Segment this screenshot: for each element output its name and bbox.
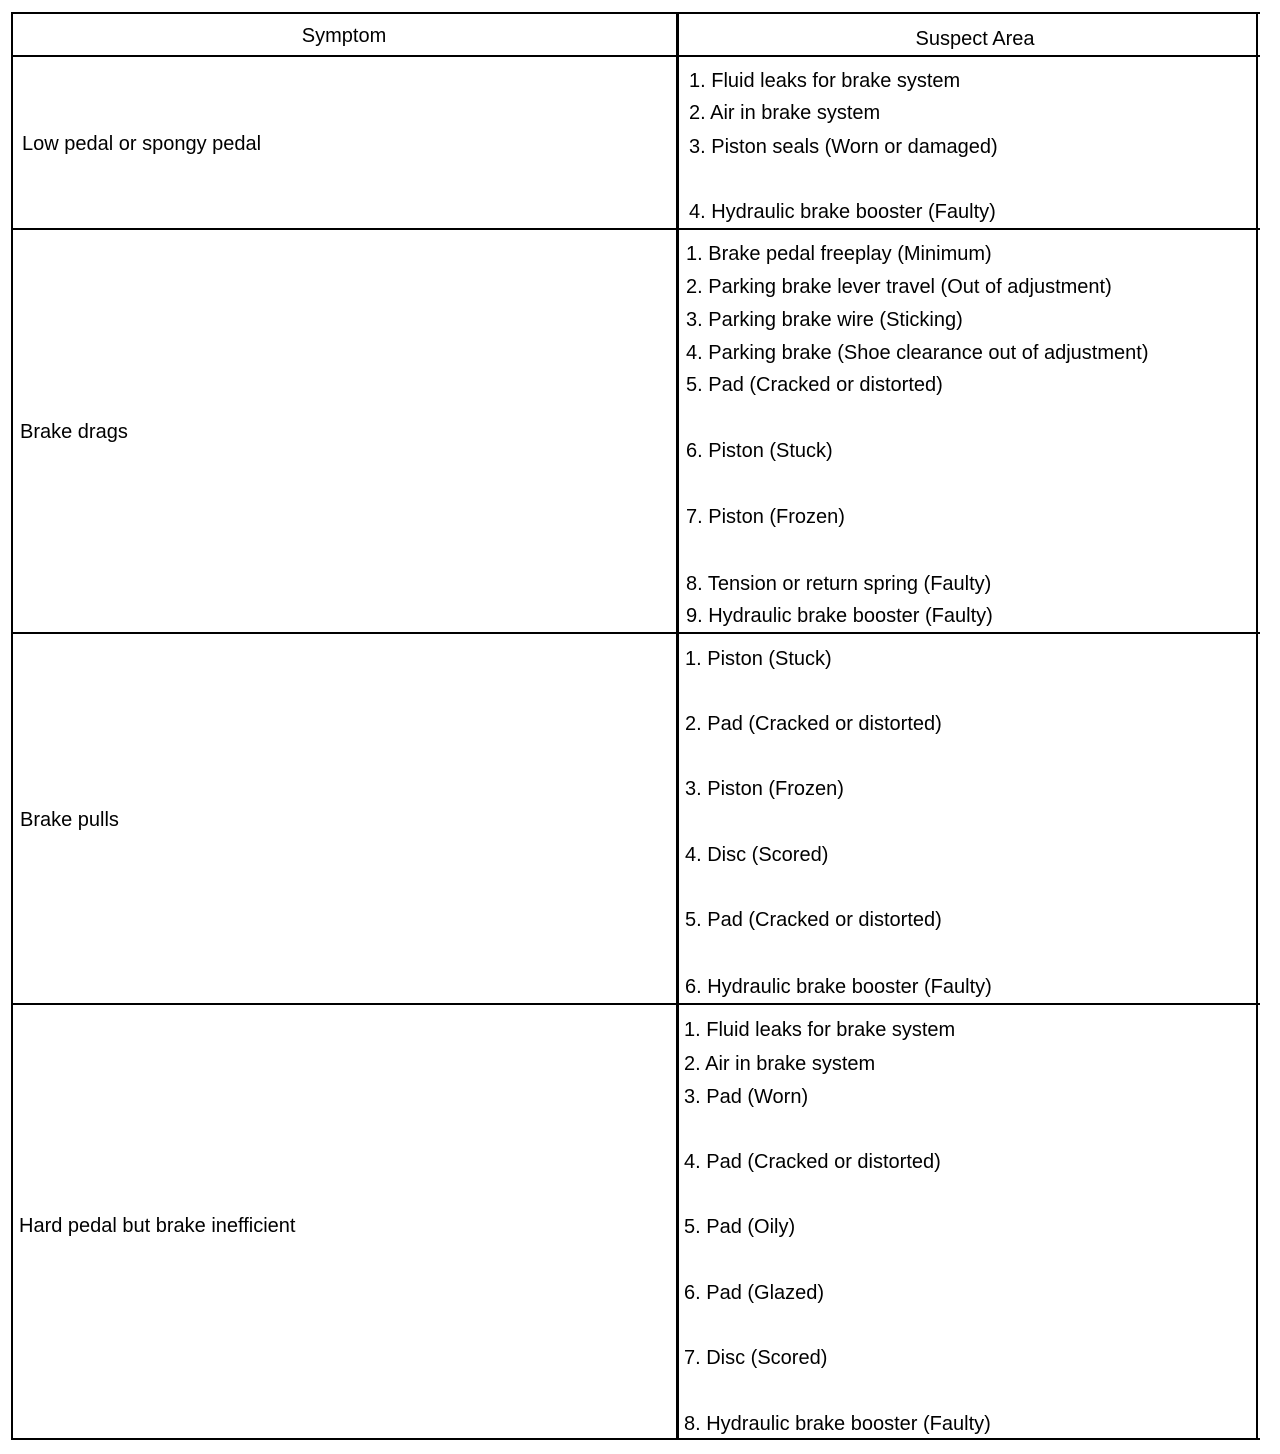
list-item: 1. Brake pedal freeplay (Minimum) — [686, 243, 992, 265]
header-bottom-rule — [11, 55, 1260, 57]
list-item: 3. Piston (Frozen) — [685, 778, 844, 800]
list-item: 4. Parking brake (Shoe clearance out of adjustment) — [686, 342, 1149, 364]
list-item: 9. Hydraulic brake booster (Faulty) — [686, 605, 993, 627]
table-border-right — [1256, 12, 1258, 1440]
list-item: 5. Pad (Oily) — [684, 1216, 796, 1238]
list-item: 8. Tension or return spring (Faulty) — [686, 573, 992, 595]
symptom-brake-pulls: Brake pulls — [20, 809, 119, 831]
list-item: 4. Disc (Scored) — [685, 844, 829, 866]
list-item: 7. Disc (Scored) — [684, 1347, 828, 1369]
row-2-bottom-rule — [11, 632, 1260, 634]
list-item: 7. Piston (Frozen) — [686, 506, 845, 528]
table-border-left — [11, 12, 13, 1440]
header-suspect-area: Suspect Area — [915, 28, 1035, 50]
list-item: 1. Fluid leaks for brake system — [689, 70, 961, 92]
list-item: 4. Hydraulic brake booster (Faulty) — [689, 201, 996, 223]
list-item: 6. Piston (Stuck) — [686, 440, 833, 462]
list-item: 2. Parking brake lever travel (Out of adjustment) — [686, 276, 1112, 298]
column-divider — [676, 12, 679, 1440]
list-item: 8. Hydraulic brake booster (Faulty) — [684, 1413, 991, 1435]
list-item: 3. Piston seals (Worn or damaged) — [689, 136, 998, 158]
list-item: 6. Hydraulic brake booster (Faulty) — [685, 976, 992, 998]
list-item: 3. Parking brake wire (Sticking) — [686, 309, 963, 331]
symptom-low-pedal: Low pedal or spongy pedal — [22, 133, 262, 155]
list-item: 2. Air in brake system — [689, 102, 881, 124]
row-3-bottom-rule — [11, 1003, 1260, 1005]
list-item: 1. Piston (Stuck) — [685, 648, 832, 670]
symptom-hard-pedal: Hard pedal but brake inefficient — [19, 1215, 296, 1237]
table-border-top — [11, 12, 1260, 14]
list-item: 3. Pad (Worn) — [684, 1086, 809, 1108]
list-item: 5. Pad (Cracked or distorted) — [685, 909, 942, 931]
list-item: 4. Pad (Cracked or distorted) — [684, 1151, 941, 1173]
list-item: 5. Pad (Cracked or distorted) — [686, 374, 943, 396]
symptom-brake-drags: Brake drags — [20, 421, 128, 443]
list-item: 6. Pad (Glazed) — [684, 1282, 825, 1304]
table-border-bottom — [11, 1438, 1260, 1440]
list-item: 1. Fluid leaks for brake system — [684, 1019, 956, 1041]
row-1-bottom-rule — [11, 228, 1260, 230]
list-item: 2. Air in brake system — [684, 1053, 876, 1075]
header-symptom: Symptom — [301, 25, 387, 47]
list-item: 2. Pad (Cracked or distorted) — [685, 713, 942, 735]
